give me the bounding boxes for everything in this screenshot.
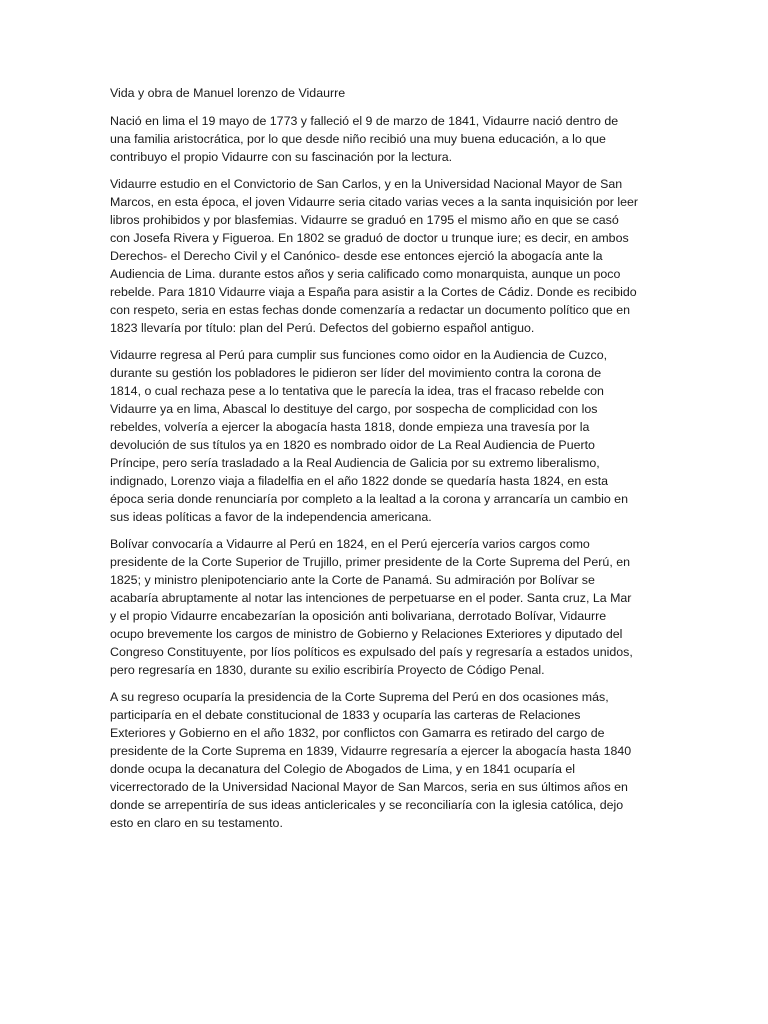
paragraph-4 xyxy=(110,535,658,679)
paragraph-line: donde ocupa la decanatura del Colegio de Abogados de Lima, y en 1841 ocuparía el xyxy=(110,762,575,776)
document-page xyxy=(110,84,658,841)
paragraph-line: Derechos- el Derecho Civil y el Canónico- desde ese entonces ejerció la abogacía ante la xyxy=(110,249,603,263)
paragraph-line: rebelde. Para 1810 Vidaurre viaja a España para asistir a la Cortes de Cádiz. Donde es recibido xyxy=(110,285,637,299)
paragraph-line: 1814, o cual rechaza pese a lo tentativa que le parecía la idea, tras el fracaso rebelde con xyxy=(110,384,604,398)
paragraph-line: Bolívar convocaría a Vidaurre al Perú en 1824, en el Perú ejercería varios cargos como xyxy=(110,537,590,551)
paragraph-line: indignado, Lorenzo viaja a filadelfia en el año 1822 donde se quedaría hasta 1824, en esta xyxy=(110,474,609,488)
paragraph-line: 1823 llevaría por título: plan del Perú. Defectos del gobierno español antiguo. xyxy=(110,321,535,335)
paragraph-line: ocupo brevemente los cargos de ministro de Gobierno y Relaciones Exteriores y diputado del xyxy=(110,627,623,641)
paragraph-line: presidente de la Corte Suprema en 1839, Vidaurre regresaría a ejercer la abogacía hasta 1840 xyxy=(110,744,632,758)
document-body xyxy=(110,112,658,832)
paragraph-line: época seria donde renunciaría por completo a la lealtad a la corona y arrancaría un cambio en xyxy=(110,492,628,506)
paragraph-line: libros prohibidos y por blasfemias. Vidaurre se graduó en 1795 el mismo año en que se casó xyxy=(110,213,619,227)
paragraph-line: Vidaurre ya en lima, Abascal lo destituye del cargo, por sospecha de complicidad con los xyxy=(110,402,598,416)
paragraph-line: participaría en el debate constitucional de 1833 y ocuparía las carteras de Relaciones xyxy=(110,708,581,722)
paragraph-line: donde se arrepentiría de sus ideas anticlericales y se reconciliaría con la iglesia católica, dejo xyxy=(110,798,624,812)
paragraph-line: y el propio Vidaurre encabezarían la oposición anti bolivariana, derrotado Bolívar, Vidaurre xyxy=(110,609,607,623)
paragraph-line: una familia aristocrática, por lo que desde niño recibió una muy buena educación, a lo que xyxy=(110,132,606,146)
paragraph-line: Congreso Constituyente, por líos políticos es expulsado del país y regresaría a estados unidos, xyxy=(110,645,633,659)
paragraph-line: presidente de la Corte Superior de Trujillo, primer presidente de la Corte Suprema del Perú, en xyxy=(110,555,630,569)
paragraph-line: pero regresaría en 1830, durante su exilio escribiría Proyecto de Código Penal. xyxy=(110,663,545,677)
paragraph-1 xyxy=(110,112,658,166)
paragraph-line: sus ideas políticas a favor de la independencia americana. xyxy=(110,510,432,524)
paragraph-line: con respeto, seria en estas fechas donde comenzaría a redactar un documento político que en xyxy=(110,303,631,317)
paragraph-line: Príncipe, pero sería trasladado a la Real Audiencia de Galicia por su extremo liberalismo, xyxy=(110,456,600,470)
paragraph-line: contribuyo el propio Vidaurre con su fascinación por la lectura. xyxy=(110,150,453,164)
paragraph-line: Exteriores y Gobierno en el año 1832, por conflictos con Gamarra es retirado del cargo de xyxy=(110,726,605,740)
paragraph-line: Audiencia de Lima. durante estos años y seria calificado como monarquista, aunque un poco xyxy=(110,267,621,281)
paragraph-line: rebeldes, volvería a ejercer la abogacía hasta 1818, donde empieza una travesía por la xyxy=(110,420,590,434)
paragraph-line: vicerrectorado de la Universidad Nacional Mayor de San Marcos, seria en sus últimos años en xyxy=(110,780,628,794)
paragraph-line: 1825; y ministro plenipotenciario ante la Corte de Panamá. Su admiración por Bolívar se xyxy=(110,573,595,587)
paragraph-line: Marcos, en esta época, el joven Vidaurre seria citado varias veces a la santa inquisición por leer xyxy=(110,195,639,209)
paragraph-3 xyxy=(110,346,658,526)
document-title: Vida y obra de Manuel lorenzo de Vidaurre xyxy=(110,86,346,100)
paragraph-line: Nació en lima el 19 mayo de 1773 y falleció el 9 de marzo de 1841, Vidaurre nació dentro de xyxy=(110,114,619,128)
paragraph-line: Vidaurre regresa al Perú para cumplir sus funciones como oidor en la Audiencia de Cuzco, xyxy=(110,348,608,362)
paragraph-line: con Josefa Rivera y Figueroa. En 1802 se graduó de doctor u trunque iure; es decir, en ambos xyxy=(110,231,629,245)
paragraph-line: devolución de sus títulos ya en 1820 es nombrado oidor de La Real Audiencia de Puerto xyxy=(110,438,595,452)
paragraph-line: A su regreso ocuparía la presidencia de la Corte Suprema del Perú en dos ocasiones más, xyxy=(110,690,609,704)
paragraph-line: acabaría abruptamente al notar las intenciones de perpetuarse en el poder. Santa cruz, La Mar xyxy=(110,591,632,605)
paragraph-2 xyxy=(110,175,658,337)
paragraph-line: durante su gestión los pobladores le pidieron ser líder del movimiento contra la corona de xyxy=(110,366,602,380)
paragraph-line: esto en claro en su testamento. xyxy=(110,816,283,830)
paragraph-line: Vidaurre estudio en el Convictorio de San Carlos, y en la Universidad Nacional Mayor de San xyxy=(110,177,623,191)
paragraph-5 xyxy=(110,688,658,832)
